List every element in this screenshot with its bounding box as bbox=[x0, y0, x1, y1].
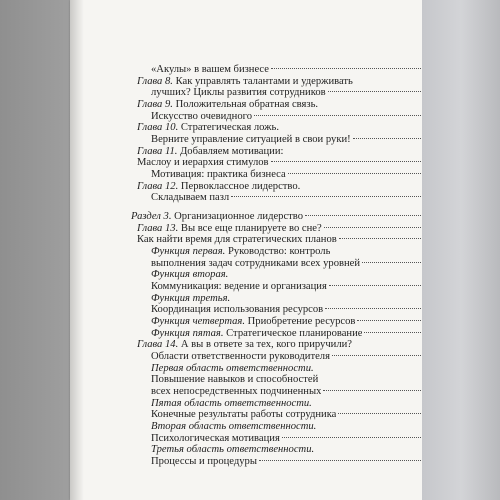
toc-entry: Конечные результаты работы сотрудника bbox=[151, 409, 445, 421]
toc-entry: «Акулы» в вашем бизнесе bbox=[151, 64, 445, 76]
toc-entry: Глава 14. А вы в ответе за тех, кого приручили? bbox=[137, 339, 353, 351]
toc-entry: Первая область ответственности. bbox=[151, 362, 314, 374]
toc-entry: Функция третья. bbox=[151, 292, 231, 304]
toc-entry: Глава 13. Вы все еще планируете во сне? bbox=[137, 223, 445, 235]
toc-entry: Верните управление ситуацией в свои руки! bbox=[151, 134, 445, 146]
toc-entry: Глава 11. Добавляем мотивации: bbox=[137, 145, 284, 157]
toc-entry: Функция первая. Руководство: контроль bbox=[151, 245, 331, 257]
toc-entry: Повышение навыков и способностей bbox=[151, 374, 319, 386]
toc-entry: всех непосредственных подчиненных bbox=[151, 386, 445, 398]
toc-entry: Глава 10. Стратегическая ложь. bbox=[137, 122, 279, 134]
toc-entry: Складываем пазл bbox=[151, 192, 445, 204]
toc-entry: Мотивация: практика бизнеса bbox=[151, 169, 445, 181]
background-strip bbox=[422, 0, 500, 500]
toc-entry: Третья область ответственности. bbox=[151, 444, 315, 456]
book-page bbox=[70, 0, 422, 500]
toc-entry: Маслоу и иерархия стимулов bbox=[137, 157, 445, 169]
table-of-contents bbox=[70, 0, 422, 500]
toc-entry: Координация использования ресурсов bbox=[151, 304, 445, 316]
toc-entry: Глава 12. Первоклассное лидерство. bbox=[137, 180, 301, 192]
toc-entry: Функция четвертая. Приобретение ресурсов bbox=[151, 316, 445, 328]
toc-entry: Коммуникация: ведение и организация bbox=[151, 281, 445, 293]
toc-entry: Пятая область ответственности. bbox=[151, 397, 312, 409]
toc-entry: Искусство очевидного bbox=[151, 111, 445, 123]
toc-entry: Глава 9. Положительная обратная связь. bbox=[137, 99, 319, 110]
toc-entry: выполнения задач сотрудниками всех уровней bbox=[151, 258, 445, 270]
toc-entry: Как найти время для стратегических планов bbox=[137, 234, 445, 246]
toc-entry: Глава 8. Как управлять талантами и удерживать bbox=[137, 75, 353, 87]
toc-entry: Процессы и процедуры bbox=[151, 456, 445, 468]
toc-entry: Психологическая мотивация bbox=[151, 433, 445, 445]
toc-entry: Функция вторая. bbox=[151, 269, 229, 281]
toc-entry: Области ответственности руководителя bbox=[151, 351, 445, 363]
toc-entry: Раздел 3. Организационное лидерство bbox=[131, 211, 445, 223]
toc-entry: Вторая область ответственности. bbox=[151, 421, 317, 432]
toc-entry: лучших? Циклы развития сотрудников bbox=[151, 87, 445, 99]
toc-entry: Функция пятая. Стратегическое планирование bbox=[151, 328, 445, 340]
